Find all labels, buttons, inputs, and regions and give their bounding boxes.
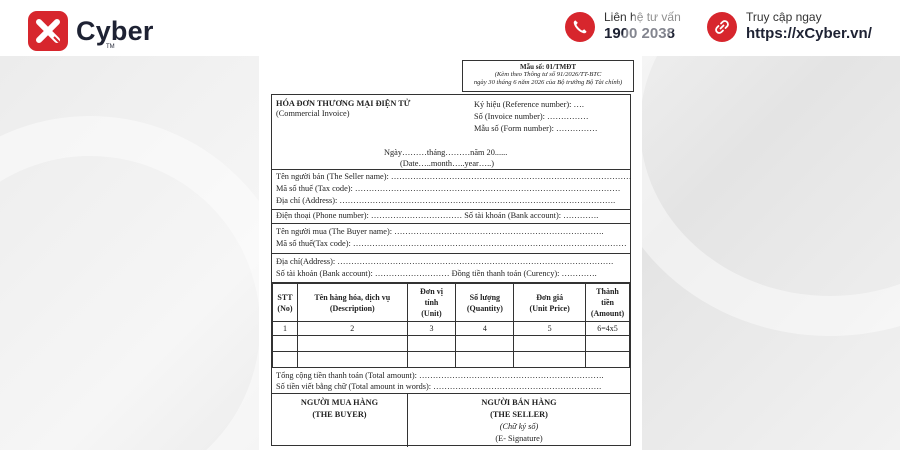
column-number: 1 xyxy=(273,322,298,336)
column-header: STT (No) xyxy=(273,284,298,322)
invoice-frame xyxy=(271,94,631,446)
form-code: Mẫu số: 01/TMĐT xyxy=(520,63,576,71)
table-number-row xyxy=(273,322,630,336)
seller-sign-title-en: (THE SELLER) xyxy=(490,410,548,419)
column-number: 2 xyxy=(297,322,407,336)
column-number: 3 xyxy=(407,322,456,336)
form-number-box xyxy=(462,60,634,92)
seller-sign-title: NGƯỜI BÁN HÀNG xyxy=(481,398,557,407)
table-header-row xyxy=(273,284,630,322)
invoice-title-section xyxy=(272,95,630,170)
buyer-signature-block xyxy=(272,394,408,447)
invoice-subtitle: (Commercial Invoice) xyxy=(276,109,350,118)
phone-number[interactable]: 1900 2038 xyxy=(604,25,675,42)
total-amount-words: Số tiền viết bằng chữ (Total amount in words): ……………………………………………………. xyxy=(276,382,602,391)
date-en: (Date…..month…..year…..) xyxy=(400,159,495,168)
buyer-name: Tên người mua (The Buyer name): …………………………………………………………………. xyxy=(276,227,604,236)
column-number: 6=4x5 xyxy=(586,322,630,336)
total-amount: Tổng cộng tiền thanh toán (Total amount): …………………………………………………………. xyxy=(276,371,604,380)
column-header: Số lượng (Quantity) xyxy=(456,284,514,322)
invoice-title: HÓA ĐƠN THƯƠNG MẠI ĐIỆN TỬ xyxy=(276,99,411,108)
seller-phone: Điện thoại (Phone number): …………………………… Số tài khoản (Bank account): …………. xyxy=(276,211,599,220)
invoice-number: Số (Invoice number): …………… xyxy=(474,112,589,121)
web-label: Truy cập ngay xyxy=(746,10,822,24)
column-number: 4 xyxy=(456,322,514,336)
form-number: Mẫu số (Form number): …………… xyxy=(474,124,598,133)
seller-sign-note-en: (E- Signature) xyxy=(495,434,543,443)
invoice-document xyxy=(259,56,642,450)
buyer-address: Địa chỉ(Address): ………………………………………………………………………………………. xyxy=(276,257,614,266)
form-circular: (Kèm theo Thông tư số 91/2026/TT-BTC xyxy=(494,71,602,78)
buyer-section xyxy=(272,224,630,254)
phone-icon xyxy=(565,12,595,42)
buyer-bank-account: Số tài khoản (Bank account): ……………………… Đồng tiền thanh toán (Curency): …………. xyxy=(276,269,597,278)
column-number: 5 xyxy=(514,322,586,336)
web-url[interactable]: https://xCyber.vn/ xyxy=(746,25,872,42)
logo-text: Cyber xyxy=(76,15,154,46)
date-vn: Ngày………tháng………năm 20...... xyxy=(384,148,508,157)
seller-tax-code: Mã số thuế (Tax code): …………………………………………………………………………………… xyxy=(276,184,621,193)
seller-name: Tên người bán (The Seller name): …………………………………………………………………………… xyxy=(276,172,632,181)
buyer-sign-title: NGƯỜI MUA HÀNG xyxy=(300,398,379,407)
column-header: Thành tiền (Amount) xyxy=(586,284,630,322)
seller-address: Địa chỉ (Address): ………………………………………………………………………………………. xyxy=(276,196,616,205)
buyer-tax-code: Mã số thuế(Tax code): ……………………………………………………………………………………… xyxy=(276,239,627,248)
form-circular-date: ngày 30 tháng 6 năm 2026 của Bộ trưởng Bộ Tài chính) xyxy=(473,79,623,86)
buyer-address-section xyxy=(272,254,630,283)
phone-label: Liên hệ tư vấn xyxy=(604,10,681,24)
reference-number: Ký hiệu (Reference number): …. xyxy=(474,100,584,109)
seller-signature-block xyxy=(408,394,630,447)
table-row xyxy=(273,352,630,368)
brand-logo[interactable] xyxy=(28,11,154,51)
table-row xyxy=(273,336,630,352)
x-logo-icon xyxy=(28,11,68,51)
seller-section xyxy=(272,170,630,210)
column-header: Đơn vị tính (Unit) xyxy=(407,284,456,322)
items-table xyxy=(272,283,630,368)
seller-phone-row xyxy=(272,210,630,224)
seller-sign-note: (Chữ ký số) xyxy=(499,422,539,431)
column-header: Tên hàng hóa, dịch vụ (Description) xyxy=(297,284,407,322)
column-header: Đơn giá (Unit Price) xyxy=(514,284,586,322)
buyer-sign-title-en: (THE BUYER) xyxy=(312,410,367,419)
totals-section xyxy=(272,369,630,394)
logo-trademark: TM xyxy=(106,44,115,50)
